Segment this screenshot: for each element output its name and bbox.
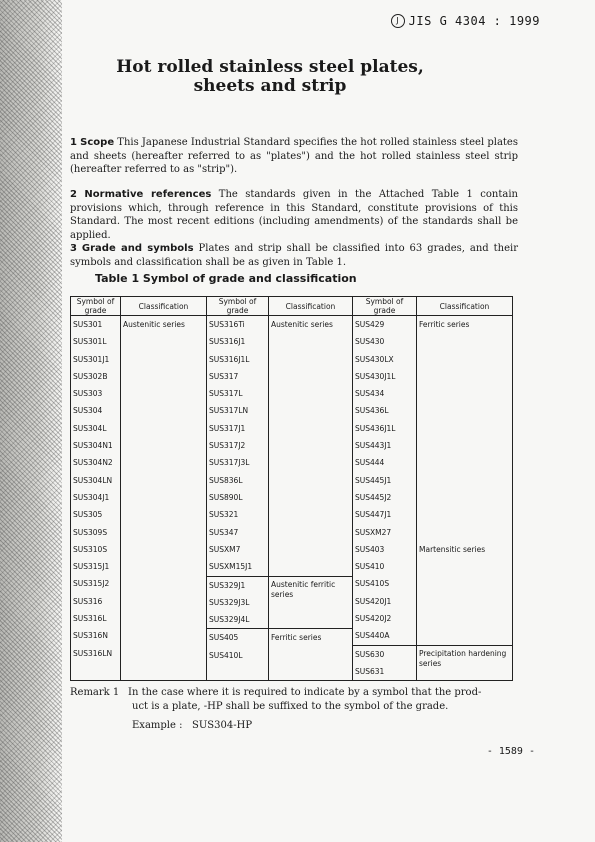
title-line-1: Hot rolled stainless steel plates, <box>116 57 424 77</box>
grade-symbol: SUSXM15J1 <box>209 562 253 572</box>
grade-symbol: SUS436J1L <box>355 423 396 433</box>
col3-classification <box>417 316 513 681</box>
grade-symbol: SUS304 <box>73 406 103 416</box>
grade-symbol: SUS317L <box>209 389 243 399</box>
grade-symbol: SUS445J2 <box>355 492 392 502</box>
col2-symbols <box>207 316 269 681</box>
grade-symbol: SUS405 <box>209 633 239 643</box>
column-header: Classification <box>269 297 353 316</box>
table-header-row <box>71 297 513 316</box>
scan-shadow-edge <box>0 0 62 842</box>
grade-symbol: SUS630 <box>355 649 385 659</box>
section-number: 1 <box>70 137 77 148</box>
section-number: 2 <box>70 189 77 200</box>
grade-symbol: SUS315J2 <box>73 579 110 589</box>
column-header: Symbol of grade <box>353 297 417 316</box>
classification-label: Ferritic series <box>419 320 470 329</box>
col1-classification <box>121 316 207 681</box>
col1-symbols <box>71 316 121 681</box>
grade-symbol: SUS317J1 <box>209 423 246 433</box>
grade-classification-table <box>70 296 513 681</box>
column-header: Symbol of grade <box>207 297 269 316</box>
grade-symbol: SUS836L <box>209 475 243 485</box>
grade-symbol: SUS304L <box>73 423 107 433</box>
remark-line-1: In the case where it is required to indicate by a symbol that the prod- <box>128 687 482 698</box>
grade-symbol: SUSXM7 <box>209 544 241 554</box>
grade-symbol: SUS310S <box>73 544 108 554</box>
grade-symbol: SUS434 <box>355 389 385 399</box>
grade-symbol: SUS316J1 <box>209 337 246 347</box>
grade-symbol: SUS430J1L <box>355 371 396 381</box>
table-caption: Table 1 Symbol of grade and classification <box>95 272 357 285</box>
grade-symbol: SUS304N1 <box>73 441 113 451</box>
grade-symbol: SUS304J1 <box>73 492 110 502</box>
grade-symbol: SUS410S <box>355 579 390 589</box>
remark-label: Remark 1 <box>70 687 120 698</box>
standard-header <box>391 14 540 28</box>
grade-symbol: SUS329J4L <box>209 615 250 625</box>
grade-symbol: SUS301J1 <box>73 354 110 364</box>
grade-symbol: SUS317J3L <box>209 458 250 468</box>
grade-symbol: SUS430LX <box>355 354 394 364</box>
classification-label: Austenitic series <box>123 320 185 329</box>
section-scope <box>70 136 518 177</box>
grade-symbol: SUS329J1 <box>209 580 246 590</box>
grade-symbol: SUS440A <box>355 631 390 641</box>
grade-symbol: SUSXM27 <box>355 527 392 537</box>
section-heading: Scope <box>80 137 115 148</box>
document-title <box>110 58 430 96</box>
title-line-2: sheets and strip <box>193 76 347 96</box>
section-grade-and-symbols <box>70 242 518 269</box>
grade-symbol: SUS309S <box>73 527 108 537</box>
page-number: - 1589 - <box>486 746 535 757</box>
grade-symbol: SUS443J1 <box>355 441 392 451</box>
grade-symbol: SUS429 <box>355 320 385 329</box>
column-header: Symbol of grade <box>71 297 121 316</box>
grade-symbol: SUS444 <box>355 458 385 468</box>
grade-symbol: SUS316Ti <box>209 320 245 329</box>
grade-symbol: SUS317 <box>209 371 239 381</box>
section-number: 3 <box>70 243 77 254</box>
section-heading: Grade and symbols <box>81 243 194 254</box>
grade-symbol: SUS410 <box>355 562 385 572</box>
grade-symbol: SUS329J3L <box>209 597 250 607</box>
remark-example <box>132 720 252 731</box>
table-body-row <box>71 316 513 681</box>
remark-line-2: uct is a plate, -HP shall be suffixed to the symbol of the grade. <box>132 701 449 712</box>
grade-symbol: SUS316 <box>73 596 103 606</box>
grade-symbol: SUS403 <box>355 544 385 554</box>
grade-symbol: SUS347 <box>209 527 239 537</box>
column-header: Classification <box>417 297 513 316</box>
remark <box>70 686 520 714</box>
grade-symbol: SUS301L <box>73 337 107 347</box>
classification-label: Austenitic ferritic series <box>271 579 336 599</box>
section-text: Plates and strip shall be classified into 63 grades, and their symbols and classification shall be as given in Table 1. <box>70 243 519 268</box>
grade-symbol: SUS316L <box>73 614 107 624</box>
grade-symbol: SUS436L <box>355 406 389 416</box>
grade-symbol: SUS316N <box>73 631 108 641</box>
grade-symbol: SUS410L <box>209 650 243 660</box>
grade-symbol: SUS420J1 <box>355 596 392 606</box>
grade-symbol: SUS447J1 <box>355 510 392 520</box>
grade-symbol: SUS303 <box>73 389 103 399</box>
section-normative-references <box>70 188 518 242</box>
section-text: The standards given in the Attached Table 1 contain provisions which, through reference in this Standard, constitute provisions of this Standard. The most recent editions (including amendments) of the standards shall be applied. <box>70 189 518 241</box>
grade-symbol: SUS305 <box>73 510 103 520</box>
grade-symbol: SUS321 <box>209 510 239 520</box>
example-value: SUS304-HP <box>192 720 253 731</box>
grade-symbol: SUS315J1 <box>73 562 110 572</box>
standard-code: JIS G 4304 : 1999 <box>408 14 540 28</box>
section-text: This Japanese Industrial Standard specifies the hot rolled stainless steel plates and sheets (hereafter referred to as "plates") and the hot rolled stainless steel strip (hereafter referred to as "strip"). <box>70 137 518 175</box>
grade-symbol: SUS631 <box>355 666 385 676</box>
grade-symbol: SUS445J1 <box>355 475 392 485</box>
classification-label: Austenitic series <box>271 320 333 329</box>
grade-symbol: SUS317J2 <box>209 441 246 451</box>
grade-symbol: SUS316J1L <box>209 354 250 364</box>
grade-symbol: SUS301 <box>73 320 103 329</box>
col2-classification <box>269 316 353 681</box>
grade-symbol: SUS316LN <box>73 648 113 658</box>
col3-symbols <box>353 316 417 681</box>
classification-label: Martensitic series <box>419 544 486 554</box>
column-header: Classification <box>121 297 207 316</box>
grade-symbol: SUS890L <box>209 492 243 502</box>
example-label: Example : <box>132 720 183 731</box>
classification-label: Precipitation hardening series <box>419 648 507 668</box>
grade-symbol: SUS304LN <box>73 475 113 485</box>
classification-label: Ferritic series <box>271 633 322 643</box>
grade-symbol: SUS304N2 <box>73 458 113 468</box>
grade-symbol: SUS420J2 <box>355 614 392 624</box>
jis-mark-icon: J <box>391 14 405 28</box>
grade-symbol: SUS430 <box>355 337 385 347</box>
section-heading: Normative references <box>84 189 212 200</box>
grade-symbol: SUS317LN <box>209 406 249 416</box>
grade-symbol: SUS302B <box>73 371 108 381</box>
